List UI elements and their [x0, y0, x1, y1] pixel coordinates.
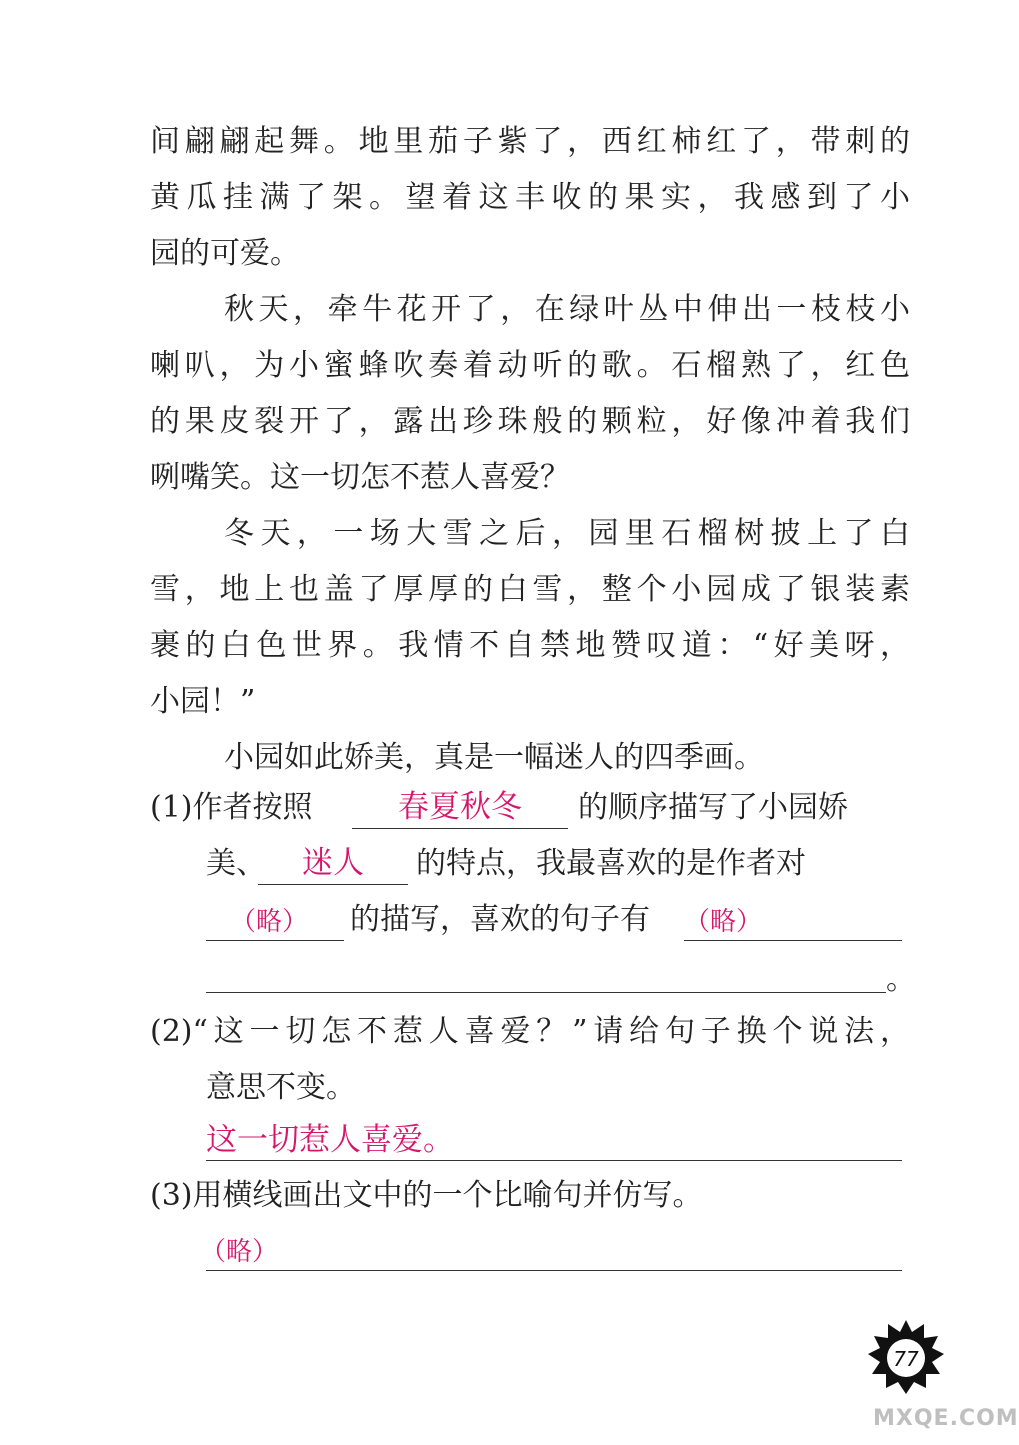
- passage-line: 园的可爱。: [150, 236, 300, 271]
- passage-line: 冬天，一场大雪之后，园里石榴树披上了白: [224, 516, 910, 551]
- q1-answer-order: 春夏秋冬: [398, 789, 522, 825]
- answer-line[interactable]: [206, 1270, 902, 1271]
- q1-prefix: (1)作者按照: [150, 790, 313, 825]
- passage-line: 秋天，牵牛花开了，在绿叶丛中伸出一枝枝小: [224, 292, 910, 327]
- page-number: 77: [893, 1347, 919, 1371]
- passage-line: 小园如此娇美，真是一幅迷人的四季画。: [224, 740, 764, 775]
- q1-blank-object[interactable]: [206, 900, 344, 941]
- q2-answer: 这一切惹人喜爱。: [206, 1122, 454, 1158]
- answer-line[interactable]: [206, 992, 886, 993]
- q1-answer-feature: 迷人: [302, 845, 364, 881]
- q1-mid: 的顺序描写了小园娇: [578, 790, 848, 825]
- q2-line1: (2)“这一切怎不惹人喜爱？”请给句子换个说法，: [150, 1014, 910, 1049]
- q1-blank-order[interactable]: [352, 788, 568, 829]
- passage-line: 咧嘴笑。这一切怎不惹人喜爱？: [150, 460, 570, 495]
- answer-line[interactable]: [206, 1160, 902, 1161]
- q1-line2-prefix: 美、: [206, 846, 266, 881]
- passage-line: 小园！”: [150, 684, 256, 719]
- passage-line: 间翩翩起舞。地里茄子紫了，西红柿红了，带刺的: [150, 124, 910, 159]
- q1-blank-sentence[interactable]: [684, 900, 902, 941]
- q3-line1: (3)用横线画出文中的一个比喻句并仿写。: [150, 1178, 703, 1213]
- passage-line: 雪，地上也盖了厚厚的白雪，整个小园成了银装素: [150, 572, 910, 607]
- passage-line: 黄瓜挂满了架。望着这丰收的果实，我感到了小: [150, 180, 910, 215]
- q1-line2-suffix: 的特点，我最喜欢的是作者对: [416, 846, 806, 881]
- passage-line: 喇叭，为小蜜蜂吹奏着动听的歌。石榴熟了，红色: [150, 348, 910, 383]
- q1-answer-object: （略）: [229, 907, 308, 937]
- q1-end-mark: 。: [886, 962, 916, 997]
- q1-blank-feature[interactable]: [258, 844, 408, 885]
- passage-line: 裹的白色世界。我情不自禁地赞叹道：“好美呀，: [150, 628, 910, 663]
- q3-answer: （略）: [200, 1237, 279, 1267]
- q1-answer-sentence: （略）: [684, 907, 763, 937]
- passage-line: 的果皮裂开了，露出珍珠般的颗粒，好像冲着我们: [150, 404, 910, 439]
- watermark-text: MXQE.COM: [873, 1406, 1019, 1431]
- q2-line2: 意思不变。: [206, 1070, 356, 1105]
- page-number-badge: [866, 1316, 946, 1396]
- q1-line3-mid: 的描写，喜欢的句子有: [350, 902, 650, 937]
